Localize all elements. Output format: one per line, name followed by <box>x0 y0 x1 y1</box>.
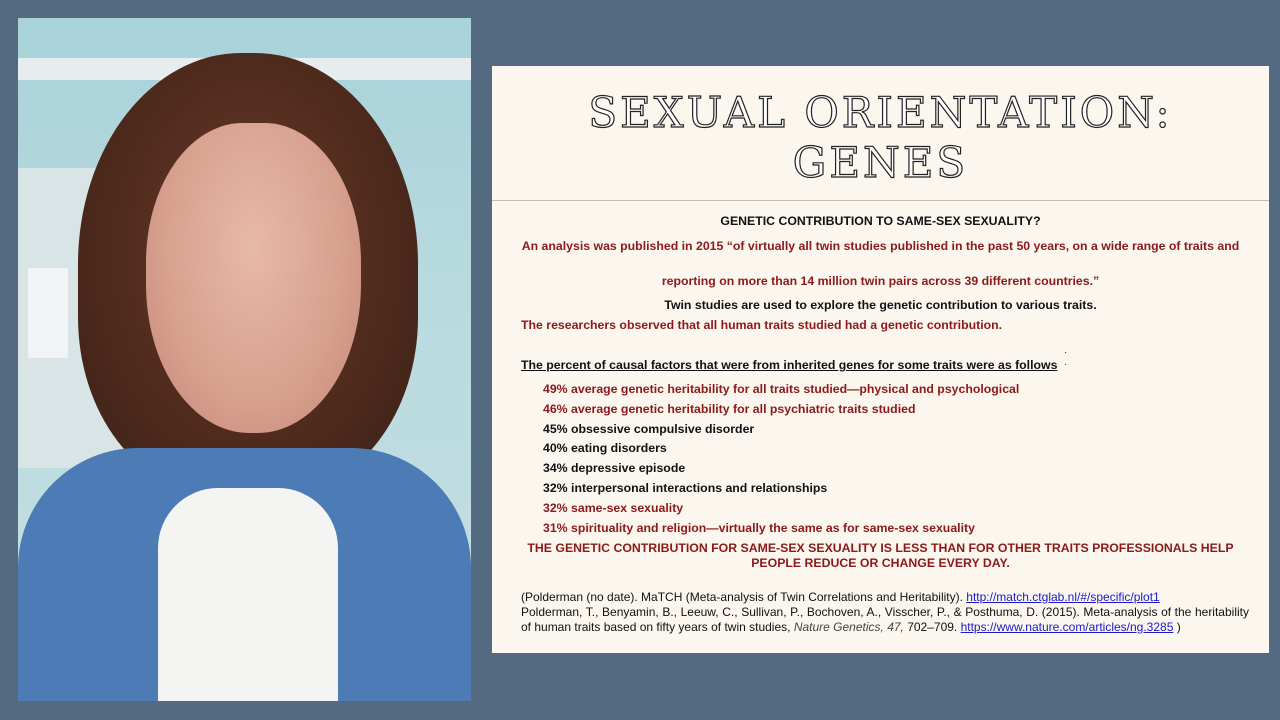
reference-1 <box>521 590 1249 605</box>
reference-2-close: ) <box>1173 620 1181 634</box>
background-picture-frame <box>28 268 68 358</box>
percent-intro: The percent of causal factors that were from inherited genes for some traits were as follows <box>521 358 1058 372</box>
presenter-face <box>146 123 361 433</box>
trait-item: 31% spirituality and religion—virtually the same as for same-sex sexuality <box>543 520 975 535</box>
trait-item: 40% eating disorders <box>543 441 667 456</box>
conclusion-line-2: PEOPLE REDUCE OR CHANGE EVERY DAY. <box>751 556 1010 570</box>
twin-studies-text: Twin studies are used to explore the genetic contribution to various traits. <box>664 298 1097 312</box>
trait-item: 34% depressive episode <box>543 461 686 476</box>
references <box>521 590 1249 635</box>
slide-title-line1: SEXUAL ORIENTATION: <box>588 88 1173 137</box>
trait-item: 45% obsessive compulsive disorder <box>543 421 755 436</box>
trait-item: 32% interpersonal interactions and relationships <box>543 481 828 495</box>
reference-2-text: Polderman, T., Benyamin, B., Leeuw, C., Sullivan, P., Bochoven, A., Visscher, P., & Posthuma, D. (2015). Meta-analysis of the heritability of human traits based on fifty years of twin studies, <box>521 605 1249 634</box>
nature-link[interactable]: https://www.nature.com/articles/ng.3285 <box>960 620 1174 634</box>
reference-2 <box>521 605 1249 635</box>
presenter-sweater <box>158 488 338 701</box>
stray-dots: · · <box>1064 347 1068 370</box>
slide-title <box>492 88 1269 188</box>
researchers-text: The researchers observed that all human traits studied had a genetic contribution. <box>521 318 1003 332</box>
reference-2-pages: 702–709. <box>903 620 961 634</box>
trait-item: 46% average genetic heritability for all psychiatric traits studied <box>543 401 916 416</box>
analysis-line-2: reporting on more than 14 million twin pairs across 39 different countries.” <box>661 274 1100 288</box>
presentation-slide <box>492 66 1269 653</box>
title-divider <box>492 200 1269 201</box>
reference-2-journal: Nature Genetics, 47, <box>793 620 904 634</box>
conclusion-line-1: THE GENETIC CONTRIBUTION FOR SAME-SEX SEXUALITY IS LESS THAN FOR OTHER TRAITS PROFESSIONALS HELP <box>527 541 1234 555</box>
trait-item: 49% average genetic heritability for all traits studied—physical and psychological <box>543 382 1020 396</box>
reference-1-text: (Polderman (no date). MaTCH (Meta-analysis of Twin Correlations and Heritability). <box>521 590 967 604</box>
analysis-line-1: An analysis was published in 2015 “of virtually all twin studies published in the past 50 years, on a wide range of traits and <box>521 239 1240 253</box>
slide-heading: GENETIC CONTRIBUTION TO SAME-SEX SEXUALITY? <box>720 214 1041 228</box>
match-link[interactable]: http://match.ctglab.nl/#/specific/plot1 <box>966 590 1160 604</box>
webcam-video-panel <box>18 18 471 701</box>
slide-title-line2: GENES <box>792 138 969 187</box>
trait-item: 32% same-sex sexuality <box>543 500 684 515</box>
